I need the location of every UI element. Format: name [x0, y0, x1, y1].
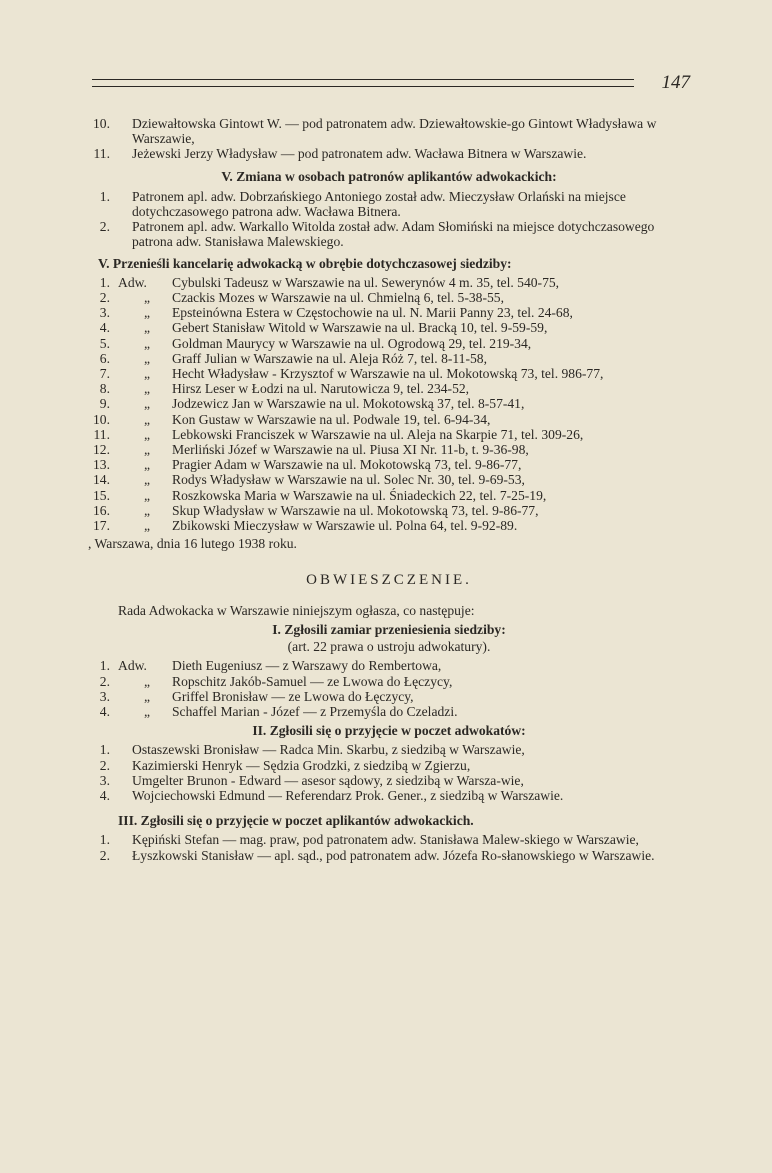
item-number: 1.: [99, 188, 110, 204]
item-prefix: „: [144, 688, 151, 704]
item-text: Ostaszewski Bronisław — Radca Min. Skarbu, z siedzibą w Warszawie,: [132, 742, 525, 758]
item-number: 1.: [99, 832, 110, 848]
list-item: [88, 381, 690, 396]
item-text: Patronem apl. adw. Warkallo Witolda został adw. Adam Słomiński na miejsce dotychczasowego patrona adw. Stanisława Malewskiego.: [132, 219, 655, 250]
item-text: Hirsz Leser w Łodzi na ul. Narutowicza 9, tel. 234-52,: [172, 381, 470, 397]
list-item: [88, 189, 690, 219]
item-prefix: „: [144, 472, 151, 488]
item-text: Cybulski Tadeusz w Warszawie na ul. Sewerynów 4 m. 35, tel. 540-75,: [172, 274, 560, 290]
page-header: [92, 70, 690, 100]
item-text: Łyszkowski Stanisław — apl. sąd., pod patronatem adw. Józefa Ro-słanowskiego w Warszawie.: [132, 847, 655, 863]
item-number: 2.: [99, 847, 110, 863]
item-number: 3.: [99, 772, 110, 788]
item-number: 9.: [99, 396, 110, 412]
page-number: 147: [661, 72, 690, 93]
section-subheading-relocation: (art. 22 prawa o ustroju adwokatury).: [287, 639, 491, 655]
item-text: Rodys Władysław w Warszawie na ul. Solec Nr. 30, tel. 9-69-53,: [172, 472, 525, 488]
list-admission: [88, 742, 690, 803]
item-text: Epsteinówna Estera w Częstochowie na ul. N. Marii Panny 23, tel. 24-68,: [172, 305, 573, 321]
item-number: 1.: [99, 742, 110, 758]
list-patron-continuation: [88, 116, 690, 162]
notice-title: OBWIESZCZENIE.: [306, 572, 472, 589]
item-number: 10.: [93, 411, 110, 427]
item-number: 2.: [99, 673, 110, 689]
list-item: [88, 832, 690, 847]
list-item: [88, 758, 690, 773]
item-prefix: „: [144, 305, 151, 321]
list-patron-change: [88, 189, 690, 250]
item-text: Merliński Józef w Warszawie na ul. Piusa XI Nr. 11-b, t. 9-36-98,: [172, 442, 529, 458]
section-heading-office-move: V. Przenieśli kancelarię adwokacką w obrębie dotychczasowej siedziby:: [98, 255, 512, 271]
list-trainees: [88, 832, 690, 862]
list-item: [88, 366, 690, 381]
item-text: Griffel Bronisław — ze Lwowa do Łęczycy,: [172, 688, 414, 704]
item-number: 10.: [93, 116, 110, 131]
list-item: [88, 658, 690, 673]
item-number: 17.: [93, 518, 110, 534]
header-rule-top: [92, 79, 634, 80]
item-text: Wojciechowski Edmund — Referendarz Prok. Gener., z siedzibą w Warszawie.: [132, 787, 564, 803]
item-number: 12.: [93, 442, 110, 458]
list-item: [88, 275, 690, 290]
item-text: Patronem apl. adw. Dobrzańskiego Antoniego został adw. Mieczysław Orlański na miejsce dotychczasowego patrona adw. Wacława Bitnera.: [132, 188, 626, 220]
list-item: [88, 704, 690, 719]
item-prefix: „: [144, 703, 151, 719]
item-text: Roszkowska Maria w Warszawie na ul. Śniadeckich 22, tel. 7-25-19,: [172, 487, 547, 503]
list-item: [88, 412, 690, 427]
item-number: 16.: [93, 502, 110, 518]
item-prefix: Adw.: [118, 274, 147, 290]
list-item: [88, 116, 690, 146]
item-prefix: „: [144, 411, 151, 427]
list-item: [88, 336, 690, 351]
item-number: 7.: [99, 366, 110, 382]
list-item: [88, 427, 690, 442]
list-item: [88, 472, 690, 487]
item-text: Hecht Władysław - Krzysztof w Warszawie na ul. Mokotowską 73, tel. 986-77,: [172, 366, 604, 382]
item-prefix: „: [144, 502, 151, 518]
section-heading-trainees: III. Zgłosili się o przyjęcie w poczet aplikantów adwokackich.: [118, 813, 474, 829]
item-text: Jeżewski Jerzy Władysław — pod patronatem adw. Wacława Bitnera w Warszawie.: [132, 146, 587, 162]
list-item: [88, 290, 690, 305]
list-item: [88, 773, 690, 788]
item-text: Ropschitz Jakób-Samuel — ze Lwowa do Łęczycy,: [172, 673, 453, 689]
item-number: 4.: [99, 320, 110, 336]
list-item: [88, 503, 690, 518]
date-line: , Warszawa, dnia 16 lutego 1938 roku.: [88, 536, 297, 552]
item-text: Schaffel Marian - Józef — z Przemyśla do Czeladzi.: [172, 703, 458, 719]
list-item: [88, 674, 690, 689]
item-prefix: „: [144, 518, 151, 534]
item-prefix: „: [144, 381, 151, 397]
item-text: Skup Władysław w Warszawie na ul. Mokotowską 73, tel. 9-86-77,: [172, 502, 539, 518]
item-text: Lebkowski Franciszek w Warszawie na ul. Aleja na Skarpie 71, tel. 309-26,: [172, 426, 584, 442]
item-text: Dieth Eugeniusz — z Warszawy do Rembertowa,: [172, 658, 442, 674]
header-rule-bottom: [92, 86, 634, 87]
item-prefix: „: [144, 320, 151, 336]
item-number: 2.: [99, 219, 110, 235]
list-item: [88, 742, 690, 757]
item-text: Czackis Mozes w Warszawie na ul. Chmielną 6, tel. 5-38-55,: [172, 290, 504, 306]
item-number: 11.: [93, 426, 110, 442]
item-prefix: „: [144, 426, 151, 442]
item-text: Umgelter Brunon - Edward — asesor sądowy, z siedzibą w Warsza-wie,: [132, 772, 524, 788]
item-text: Kępiński Stefan — mag. praw, pod patronatem adw. Stanisława Malew-skiego w Warszawie,: [132, 832, 639, 848]
item-text: Pragier Adam w Warszawie na ul. Mokotowską 73, tel. 9-86-77,: [172, 457, 522, 473]
item-text: Kazimierski Henryk — Sędzia Grodzki, z siedzibą w Zgierzu,: [132, 757, 471, 773]
item-number: 2.: [99, 290, 110, 306]
item-number: 3.: [99, 688, 110, 704]
list-item: [88, 689, 690, 704]
item-number: 13.: [93, 457, 110, 473]
item-number: 15.: [93, 487, 110, 503]
list-item: [88, 396, 690, 411]
item-prefix: „: [144, 366, 151, 382]
notice-lead: Rada Adwokacka w Warszawie niniejszym ogłasza, co następuje:: [118, 602, 475, 618]
item-prefix: Adw.: [118, 658, 147, 674]
list-item: [88, 457, 690, 472]
item-number: 1.: [99, 658, 110, 674]
item-prefix: „: [144, 442, 151, 458]
item-number: 6.: [99, 350, 110, 366]
item-number: 8.: [99, 381, 110, 397]
item-prefix: „: [144, 350, 151, 366]
item-text: Jodzewicz Jan w Warszawie na ul. Mokotowską 37, tel. 8-57-41,: [172, 396, 525, 412]
item-number: 14.: [93, 472, 110, 488]
item-prefix: „: [144, 457, 151, 473]
item-number: 11.: [93, 146, 110, 162]
item-prefix: „: [144, 396, 151, 412]
item-number: 4.: [99, 703, 110, 719]
item-text: Gebert Stanisław Witold w Warszawie na ul. Bracką 10, tel. 9-59-59,: [172, 320, 548, 336]
section-heading-patron-change: V. Zmiana w osobach patronów aplikantów adwokackich:: [221, 168, 557, 184]
item-text: Zbikowski Mieczysław w Warszawie ul. Polna 64, tel. 9-92-89.: [172, 518, 518, 534]
item-prefix: „: [144, 290, 151, 306]
list-item: [88, 146, 690, 161]
item-number: 2.: [99, 757, 110, 773]
list-office-move: [88, 275, 690, 533]
item-number: 4.: [99, 787, 110, 803]
item-text: Kon Gustaw w Warszawie na ul. Podwale 19, tel. 6-94-34,: [172, 411, 491, 427]
list-item: [88, 488, 690, 503]
item-number: 5.: [99, 335, 110, 351]
list-item: [88, 848, 690, 863]
list-item: [88, 442, 690, 457]
list-item: [88, 788, 690, 803]
page-body: [88, 116, 690, 863]
list-relocation: [88, 658, 690, 719]
item-prefix: „: [144, 673, 151, 689]
list-item: [88, 305, 690, 320]
item-prefix: „: [144, 487, 151, 503]
item-prefix: „: [144, 335, 151, 351]
item-number: 1.: [99, 274, 110, 290]
list-item: [88, 518, 690, 533]
list-item: [88, 219, 690, 249]
section-heading-relocation: I. Zgłosili zamiar przeniesienia siedziby:: [272, 621, 506, 637]
item-text: Graff Julian w Warszawie na ul. Aleja Róż 7, tel. 8-11-58,: [172, 350, 487, 366]
list-item: [88, 320, 690, 335]
item-text: Dziewałtowska Gintowt W. — pod patronatem adw. Dziewałtowskie-go Gintowt Władysława w Warszawie,: [132, 116, 657, 147]
list-item: [88, 351, 690, 366]
item-number: 3.: [99, 305, 110, 321]
item-text: Goldman Maurycy w Warszawie na ul. Ogrodową 29, tel. 219-34,: [172, 335, 532, 351]
section-heading-admission: II. Zgłosili się o przyjęcie w poczet adwokatów:: [252, 723, 526, 739]
